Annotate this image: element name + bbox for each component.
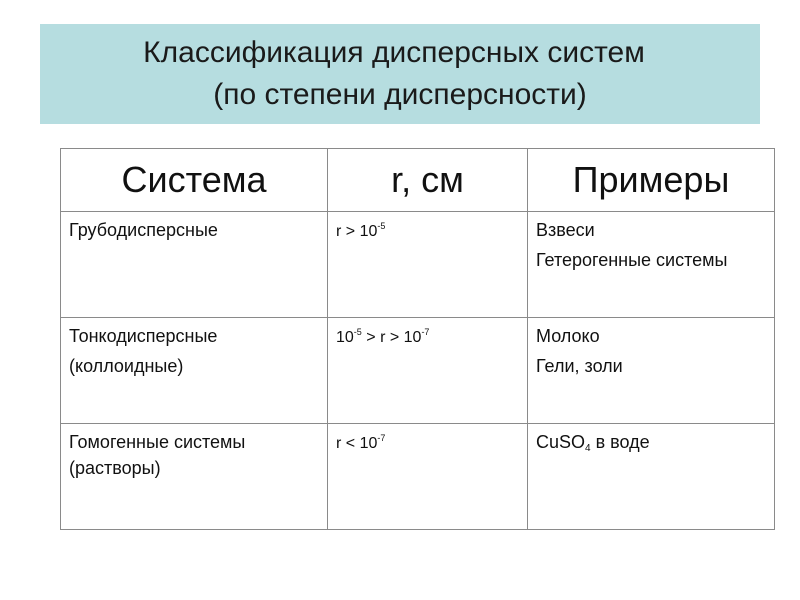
classification-table (60, 148, 775, 530)
chemical-formula: CuSO (536, 432, 586, 452)
system-subtitle: (коллоидные) (69, 356, 184, 376)
radius-range (336, 435, 385, 452)
radius-base: 10 (359, 223, 378, 240)
page-title: Классификация дисперсных систем (143, 36, 645, 69)
radius-exponent: -7 (377, 433, 386, 443)
example-item: Молоко (536, 326, 600, 346)
example-item (536, 429, 766, 455)
system-subtitle: (растворы) (69, 458, 161, 478)
header-system: Система (61, 149, 328, 212)
cell-examples (528, 318, 775, 424)
table-header-row (61, 149, 775, 212)
header-examples: Примеры (528, 149, 775, 212)
radius-base: 10 (359, 435, 378, 452)
radius-base: 10 (403, 329, 422, 346)
radius-operator: < (345, 435, 356, 452)
table-row (61, 212, 775, 318)
page-subtitle: (по степени дисперсности) (213, 78, 587, 111)
radius-exponent: -5 (353, 327, 362, 337)
formula-subscript: 4 (585, 443, 591, 454)
system-name: Тонкодисперсные (69, 326, 218, 346)
example-item: Взвеси (536, 220, 595, 240)
cell-examples (528, 424, 775, 530)
table-row (61, 424, 775, 530)
example-item: Гетерогенные системы (536, 250, 728, 270)
radius-range (336, 223, 385, 240)
header-radius: r, см (328, 149, 528, 212)
cell-radius (328, 318, 528, 424)
radius-exponent: -7 (421, 327, 430, 337)
cell-system (61, 212, 328, 318)
cell-system (61, 424, 328, 530)
radius-symbol: r (380, 329, 386, 346)
radius-range (336, 329, 429, 346)
radius-operator: > (345, 223, 356, 240)
example-text: в воде (595, 432, 650, 452)
cell-radius (328, 212, 528, 318)
radius-exponent: -5 (377, 221, 386, 231)
cell-system (61, 318, 328, 424)
radius-operator: > (389, 329, 400, 346)
title-banner (40, 24, 760, 124)
table-row (61, 318, 775, 424)
radius-operator: > (366, 329, 376, 346)
radius-symbol: r (336, 435, 342, 452)
cell-radius (328, 424, 528, 530)
system-name: Грубодисперсные (69, 220, 218, 240)
radius-symbol: r (336, 223, 342, 240)
cell-examples (528, 212, 775, 318)
example-item: Гели, золи (536, 356, 623, 376)
radius-base: 10 (336, 329, 354, 346)
system-name: Гомогенные системы (69, 432, 246, 452)
